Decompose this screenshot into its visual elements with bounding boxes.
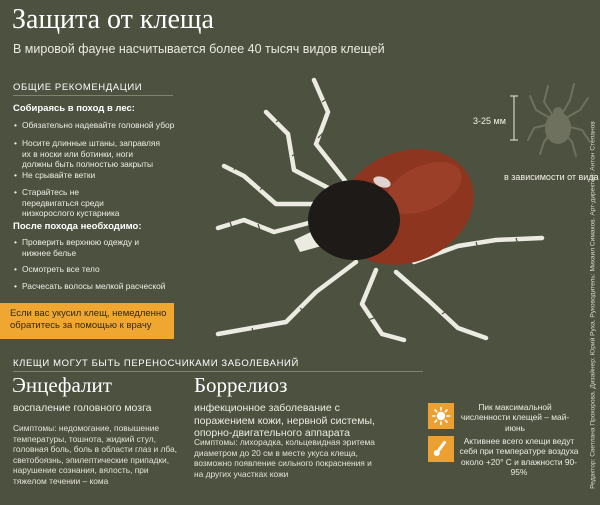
bullet-dot: • — [14, 281, 17, 291]
tick-shield — [308, 180, 400, 260]
borreliosis-description: инфекционное заболевание с поражением кожи, нервной системы, опорно-двигательного аппарата — [194, 402, 375, 439]
before-item-1 — [14, 120, 177, 131]
after-hike-title: После похода необходимо: — [13, 221, 142, 232]
recommendations-divider — [13, 95, 173, 96]
after-item-1-text: Проверить верхнюю одежду и нижнее белье — [22, 237, 140, 258]
before-item-2-text: Носите длинные штаны, заправляя их в носки или ботинки, ноги должны быть полностью закрыты — [22, 138, 160, 169]
size-range-label: 3-25 мм — [473, 116, 506, 126]
encephalitis-title: Энцефалит — [12, 373, 112, 397]
bullet-dot: • — [14, 120, 17, 130]
tick-leg — [396, 272, 486, 338]
tick-leg — [218, 262, 356, 334]
tick-leg — [224, 166, 328, 204]
bullet-dot: • — [14, 264, 17, 274]
credits — [588, 120, 598, 490]
diseases-divider — [13, 371, 423, 372]
before-item-4-text: Старайтесь не передвигаться среди низкорослого кустарника — [22, 187, 120, 218]
after-item-2-text: Осмотреть все тело — [22, 264, 100, 274]
encephalitis-description: воспаление головного мозга — [13, 402, 152, 414]
before-hike-title: Собираясь в поход в лес: — [13, 103, 135, 114]
bullet-dot: • — [14, 138, 17, 148]
before-item-4 — [14, 187, 134, 219]
bullet-dot: • — [14, 237, 17, 247]
before-item-3 — [14, 170, 172, 181]
after-item-3-text: Расчесать волосы мелкой расческой — [22, 281, 166, 291]
bullet-dot: • — [14, 187, 17, 197]
tick-leg — [314, 80, 346, 182]
recommendations-heading: ОБЩИЕ РЕКОМЕНДАЦИИ — [13, 82, 143, 93]
small-tick-silhouette — [500, 76, 596, 160]
before-item-2 — [14, 138, 162, 170]
page-title: Защита от клеща — [12, 4, 214, 35]
diseases-heading: КЛЕЩИ МОГУТ БЫТЬ ПЕРЕНОСЧИКАМИ ЗАБОЛЕВАНИЙ — [13, 358, 299, 369]
page-subtitle: В мировой фауне насчитывается более 40 тысяч видов клещей — [13, 42, 385, 56]
activity-conditions-note: Активнее всего клещи ведут себя при температуре воздуха около +20° С и влажности 90-95% — [459, 436, 579, 478]
before-item-1-text: Обязательно надевайте головной убор — [22, 120, 175, 130]
borreliosis-symptoms: Симптомы: лихорадка, кольцевидная эритема диаметром до 20 см в месте укуса клеща, возможно появление сильного покраснения и на других участках кожи — [194, 437, 375, 479]
bullet-dot: • — [14, 170, 17, 180]
sun-icon — [428, 403, 454, 429]
size-note: в зависимости от вида — [504, 172, 599, 182]
encephalitis-symptoms: Симптомы: недомогание, повышение температуры, тошнота, жидкий стул, головная боль, боль в области глаз и лба, светобоязнь, эпилептические припадки, нарушение сознания, вялость, при тяжелом течении – кома — [13, 423, 177, 486]
borreliosis-title: Боррелиоз — [194, 373, 288, 397]
bite-alert-box: Если вас укусил клещ, немедленно обратитесь за помощью к врачу — [0, 303, 174, 339]
thermometer-icon — [428, 436, 454, 462]
after-item-1 — [14, 237, 170, 258]
after-item-2 — [14, 264, 172, 275]
after-item-3 — [14, 281, 172, 292]
credits-text: Редактор: Светлана Прохорова. Дизайнер: Юрий Руха. Руководитель: Михаил Симаков. Арт-директор: Антон Степанов — [589, 121, 597, 489]
tick-leg — [362, 270, 404, 340]
before-item-3-text: Не срывайте ветки — [22, 170, 96, 180]
peak-season-note: Пик максимальной численности клещей – май-июнь — [460, 402, 570, 433]
